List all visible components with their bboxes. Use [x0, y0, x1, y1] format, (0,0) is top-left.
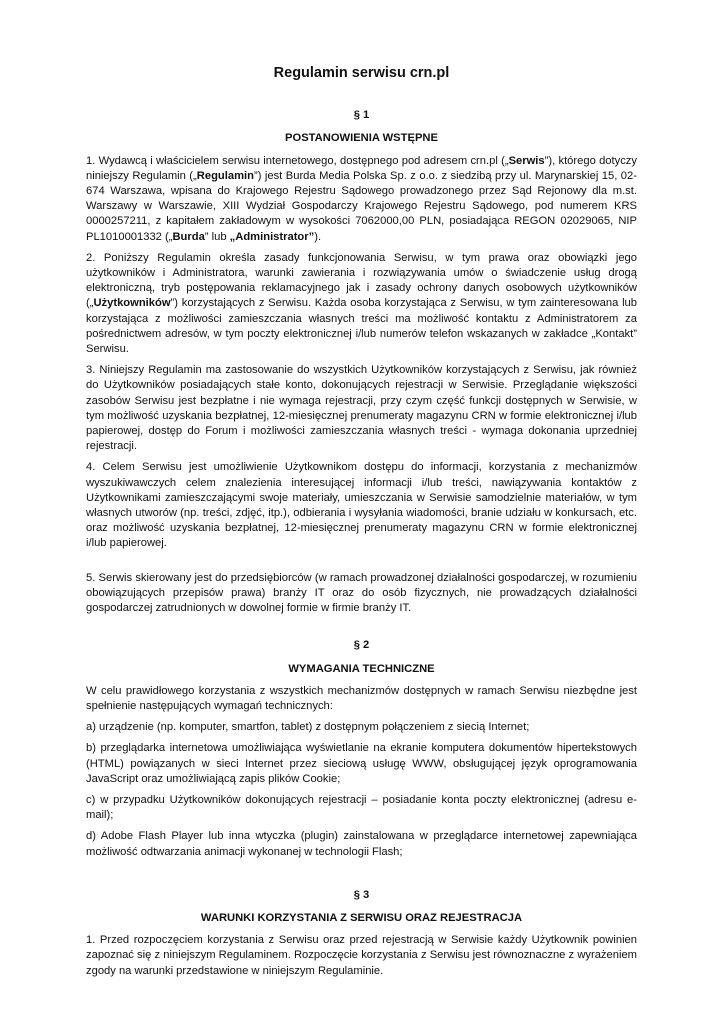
- spacer: [86, 622, 637, 638]
- requirement-d: d) Adobe Flash Player lub inna wtyczka (plugin) zainstalowana w przeglądarce internetowej zapewniająca możliwość odtwarzania animacji wykonanej w technologii Flash;: [86, 830, 637, 858]
- section-1-paragraph-5: 5. Serwis skierowany jest do przedsiębiorców (w ramach prowadzonej działalności gospodarczej, w rozumieniu obowiązujących przepisów prawa) branży IT oraz do osób fizycznych, nie prowadzących działalności gospodarczej zatrudnionych w dowolnej formie w firmie branży IT.: [86, 571, 637, 615]
- spacer: [86, 866, 637, 888]
- section-1-paragraph-3: 3. Niniejszy Regulamin ma zastosowanie do wszystkich Użytkowników korzystających z Serwisu, jak również do Użytkowników posiadających stałe konto, dokonujących rejestracji w Serwisie. Przeglądanie większości zasobów Serwisu jest bezpłatne i nie wymaga rejestracji, przy czym część funkcji dostępnych w Serwisie, w tym możliwość uzyskania bezpłatnej, 12-miesięcznej prenumeraty magazynu CRN w formie elektronicznej i/lub papierowej, dostęp do Forum i możliwości zamieszczania własnych treści - wymaga dokonania uprzedniej rejestracji.: [86, 364, 637, 453]
- text-run: ”) korzystających z Serwisu. Każda osoba korzystająca z Serwisu, w tym zainteresowana lub korzystająca z możliwości zamieszczania własnych treści ma możliwość kontaktu z Administratorem za pośrednictwem adresów, w tym poczty elektronicznej i/lub numerów telefon wskazanych w zakładce „Kontakt” Serwisu.: [86, 297, 637, 356]
- section-1: [86, 108, 637, 616]
- text-run: ” lub: [204, 230, 230, 243]
- section-3-paragraph-1: 1. Przed rozpoczęciem korzystania z Serwisu oraz przed rejestracją w Serwisie każdy Użytkownik powinien zapoznać się z niniejszym Regulaminem. Rozpoczęcie korzystania z Serwisu jest równoznaczne z wyrażeniem zgody na warunki przedstawione w niniejszym Regulaminie.: [86, 934, 637, 977]
- text-run: ”) jest Burda Media Polska Sp. z o.o. z siedzibą przy ul. Marynarskiej 15, 02-674 Warszawa, wpisana do Krajowego Rejestru Sądowego prowadzonego przez Sąd Rejonowy dla m.st. Warszawy w Warszawie, XIII Wydział Gospodarczy Krajowego Rejestru Sądowego, pod numerem KRS 0000257211, z kapitałem zakładowym w wysokości 7062000,00 PLN, posiadająca REGON 02029065, NIP PL1010001332 („: [86, 169, 637, 243]
- text-run: 2. Poniższy Regulamin określa zasady funkcjonowania Serwisu, w tym prawa oraz obowiązki jego użytkowników i Administratora, warunki zawierania i rozwiązywania umów o świadczenie usług drogą elektroniczną, tryb postępowania reklamacyjnego jak i zasady ochrony danych osobowych użytkowników („: [86, 251, 637, 310]
- section-2-intro: W celu prawidłowego korzystania z wszystkich mechanizmów dostępnych w ramach Serwisu niezbędne jest spełnienie następujących wymagań technicznych:: [86, 684, 637, 712]
- text-run: ).: [314, 230, 322, 243]
- section-2-heading: WYMAGANIA TECHNICZNE: [288, 662, 435, 675]
- requirement-c: c) w przypadku Użytkowników dokonujących rejestracji – posiadanie konta poczty elektronicznej (adresu e-mail);: [86, 793, 637, 822]
- section-1-paragraph-1: [86, 154, 637, 245]
- section-1-paragraph-4: 4. Celem Serwisu jest umożliwienie Użytkownikom dostępu do informacji, korzystania z mechanizmów wyszukiwawczych celem znalezienia interesującej informacji i/lub treści, nawiązywania kontaktów z Użytkownikami zamieszczającymi swoje materiały, umieszczania w Serwisie samodzielnie materiałów, w tym własnych utworów (np. treści, zdjęć, itp.), odbierania i wysyłania wiadomości, branie udziału w konkursach, etc. oraz możliwość uzyskania bezpłatnej, 12-miesięcznej prenumeraty magazynu CRN w formie elektronicznej i/lub papierowej.: [86, 461, 637, 550]
- bold-term-burda: Burda: [172, 230, 205, 243]
- section-2: [86, 638, 637, 859]
- section-3-number: § 3: [353, 888, 370, 901]
- bold-term-regulamin: Regulamin: [196, 169, 254, 182]
- spacer: [86, 558, 637, 571]
- bold-term-administrator: „Administrator”: [229, 230, 315, 243]
- text-run: 1. Wydawcą i właścicielem serwisu internetowego, dostępnego pod adresem crn.pl („: [86, 154, 509, 167]
- section-3-heading: WARUNKI KORZYSTANIA Z SERWISU ORAZ REJESTRACJA: [200, 911, 523, 924]
- document-title: Regulamin serwisu crn.pl: [273, 65, 450, 81]
- requirement-a: a) urządzenie (np. komputer, smartfon, tablet) z dostępnym połączeniem z siecią Internet;: [86, 721, 530, 734]
- section-1-number: § 1: [353, 109, 370, 122]
- section-2-number: § 2: [353, 639, 370, 652]
- bold-term-serwis: Serwis: [508, 154, 545, 167]
- text-run: ”), którego dotyczy niniejszy Regulamin („: [86, 154, 637, 182]
- bold-term-uzytkownikow: Użytkowników: [93, 297, 171, 310]
- section-3: [86, 888, 637, 979]
- section-1-paragraph-2: [86, 251, 637, 357]
- requirement-b: b) przeglądarka internetowa umożliwiająca wyświetlanie na ekranie komputera dokumentów hipertekstowych (HTML) powiązanych w sieci Internet przez sieciową usługę WWW, obsługującej język oprogramowania JavaScript oraz umożliwiającą zapis plików Cookie;: [86, 742, 637, 785]
- section-1-heading: POSTANOWIENIA WSTĘPNE: [285, 132, 438, 145]
